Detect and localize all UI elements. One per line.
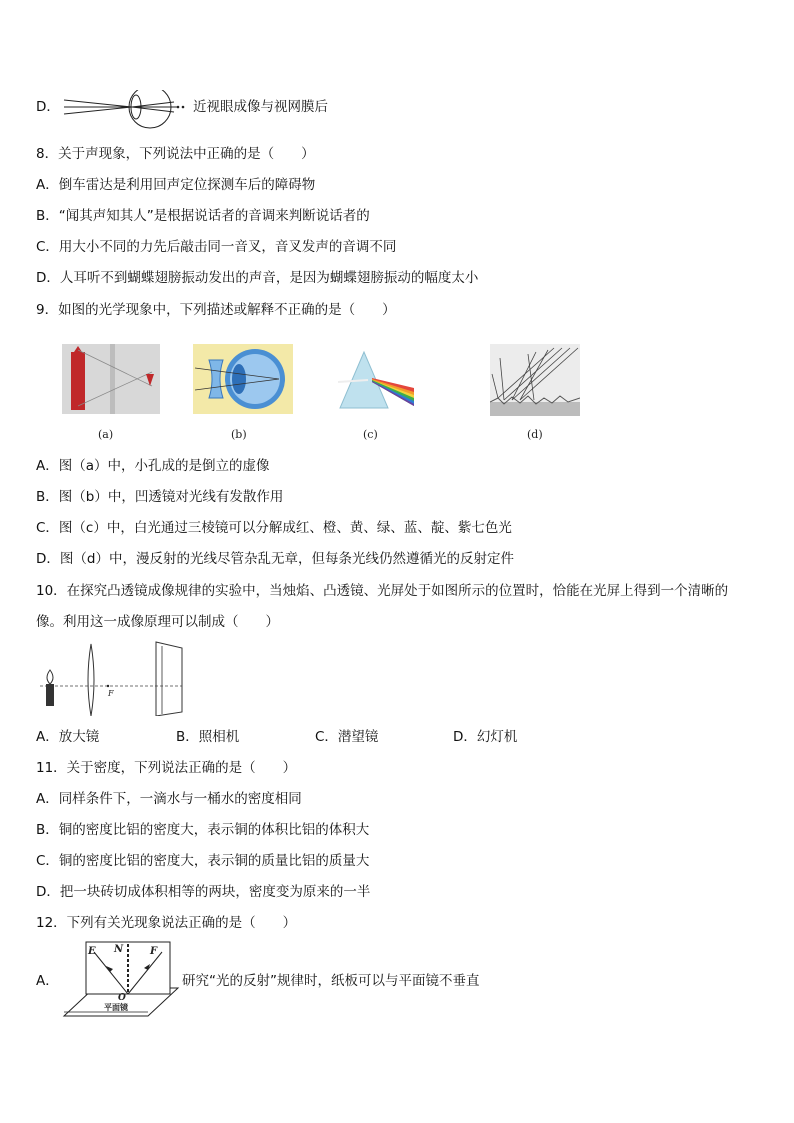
q10-option-d: D．幻灯机 xyxy=(453,729,518,745)
q9-option-d: D．图（d）中，漫反射的光线尽管杂乱无章，但每条光线仍然遵循光的反射定件 xyxy=(36,551,514,567)
figure-f-label: F xyxy=(108,689,114,698)
q11-stem: 11．关于密度，下列说法正确的是（ ） xyxy=(36,760,297,776)
label-mirror: 平面镜 xyxy=(104,1003,128,1012)
q12-option-a-text: 研究“光的反射”规律时，纸板可以与平面镜不垂直 xyxy=(182,973,480,989)
q11-option-b: B．铜的密度比铝的密度大，表示铜的体积比铝的体积大 xyxy=(36,822,370,838)
q9-option-b: B．图（b）中，凹透镜对光线有发散作用 xyxy=(36,489,284,505)
q9-stem: 9．如图的光学现象中，下列描述或解释不正确的是（ ） xyxy=(36,302,396,318)
q8-option-b: B．“闻其声知其人”是根据说话者的音调来判断说话者的 xyxy=(36,208,370,224)
label-n: N xyxy=(114,944,124,955)
figure-a-pinhole xyxy=(62,344,160,414)
label-o: O xyxy=(118,993,126,1003)
myopia-eye-figure xyxy=(62,90,190,130)
q8-option-a: A．倒车雷达是利用回声定位探测车后的障碍物 xyxy=(36,177,316,193)
q8-option-c: C．用大小不同的力先后敲击同一音叉，音叉发声的音调不同 xyxy=(36,239,397,255)
label-e: E xyxy=(88,946,96,957)
label-f: F xyxy=(150,946,158,957)
q10-stem-line2: 像。利用这一成像原理可以制成（ ） xyxy=(36,614,279,630)
q10-option-c: C．潜望镜 xyxy=(315,729,379,745)
q11-option-a: A．同样条件下，一滴水与一桶水的密度相同 xyxy=(36,791,302,807)
figure-c-prism xyxy=(338,350,416,410)
q12-stem: 12．下列有关光现象说法正确的是（ ） xyxy=(36,915,297,931)
q9-option-c: C．图（c）中，白光通过三棱镜可以分解成红、橙、黄、绿、蓝、靛、紫七色光 xyxy=(36,520,512,536)
figure-b-caption: (b) xyxy=(231,428,247,441)
q9-option-a: A．图（a）中，小孔成的是倒立的虚像 xyxy=(36,458,270,474)
q11-option-c: C．铜的密度比铝的密度大，表示铜的质量比铝的质量大 xyxy=(36,853,370,869)
figure-d-diffuse-reflection xyxy=(490,344,580,416)
q12-option-a-label: A． xyxy=(36,973,59,989)
figure-c-caption: (c) xyxy=(363,428,378,441)
convex-lens-setup-figure xyxy=(36,640,186,716)
q7-option-d-text: 近视眼成像与视网膜后 xyxy=(193,99,328,115)
q10-option-b: B．照相机 xyxy=(176,729,240,745)
reflection-experiment-figure xyxy=(62,940,180,1018)
figure-d-caption: (d) xyxy=(527,428,543,441)
q7-option-d-label: D． xyxy=(36,99,60,115)
q10-option-a: A．放大镜 xyxy=(36,729,100,745)
q10-stem-line1: 10．在探究凸透镜成像规律的实验中，当烛焰、凸透镜、光屏处于如图所示的位置时，恰能在光屏上得到一个清晰的 xyxy=(36,583,729,599)
q11-option-d: D．把一块砖切成体积相等的两块，密度变为原来的一半 xyxy=(36,884,371,900)
q8-option-d: D．人耳听不到蝴蝶翅膀振动发出的声音，是因为蝴蝶翅膀振动的幅度太小 xyxy=(36,270,479,286)
q8-stem: 8．关于声现象，下列说法中正确的是（ ） xyxy=(36,146,315,162)
figure-a-caption: (a) xyxy=(98,428,114,441)
figure-b-concave-lens-eye xyxy=(193,344,293,414)
